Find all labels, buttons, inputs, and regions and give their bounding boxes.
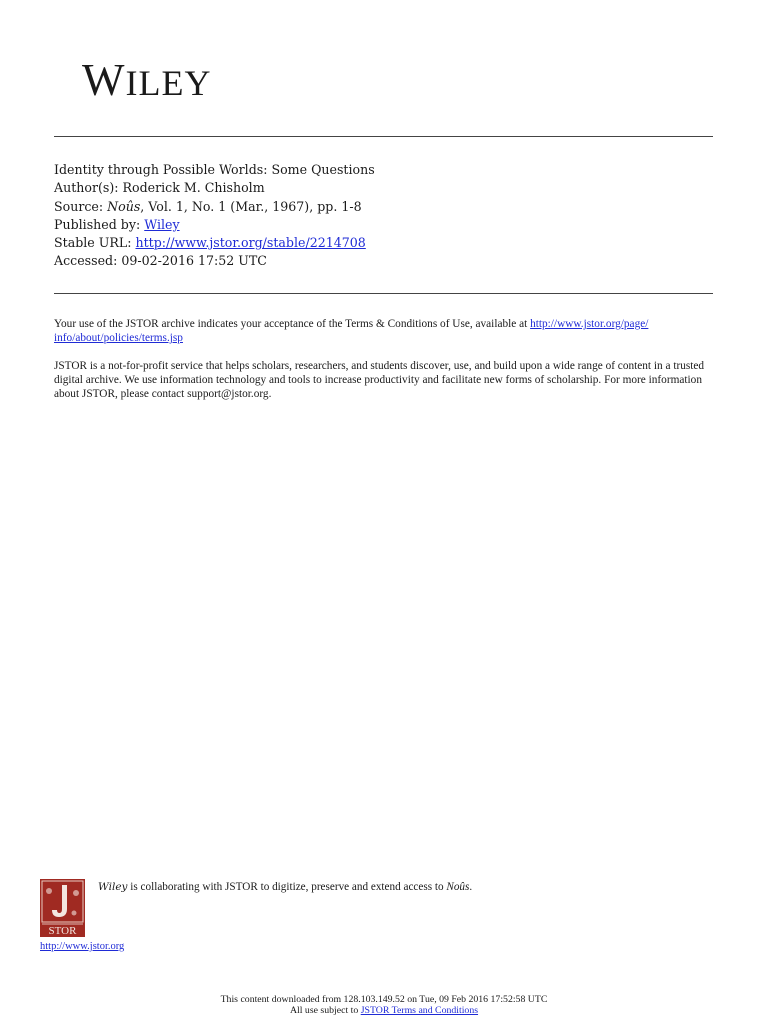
collab-journal: Noûs [446, 881, 470, 893]
publisher-link[interactable]: Wiley [144, 216, 180, 232]
collab-text: is collaborating with JSTOR to digitize, preserve and extend access to [127, 881, 447, 893]
article-title: Identity through Possible Worlds: Some Questions [54, 162, 375, 177]
jstor-about-notice: JSTOR is a not-for-profit service that helps scholars, researchers, and students discover, use, and build upon a wide range of content in a trusted digital archive. We use information technology and tools to increase productivity and facilitate new forms of scholarship. For more information about JSTOR, please contact support@jstor.org. [54, 360, 705, 401]
accessed-date: 09-02-2016 17:52 UTC [121, 253, 267, 269]
source-label: Source: [54, 198, 104, 214]
author-name: Roderick M. Chisholm [122, 180, 265, 196]
publisher-line [54, 216, 375, 234]
wiley-logo-rest: ILEY [125, 63, 212, 103]
top-divider [54, 136, 713, 137]
source-journal: Noûs [107, 198, 141, 214]
wiley-logo [82, 55, 212, 105]
collab-publisher: Wiley [98, 881, 128, 893]
accessed-line [54, 252, 375, 270]
download-info: This content downloaded from 128.103.149.52 on Tue, 09 Feb 2016 17:52:58 UTC [220, 994, 548, 1005]
terms-url-part2: info/about/policies/terms.jsp [54, 332, 183, 345]
citation-block [54, 161, 375, 271]
terms-footer-text: All use subject to [289, 1005, 361, 1016]
stable-url-link[interactable]: http://www.jstor.org/stable/2214708 [135, 235, 366, 251]
accessed-label: Accessed: [54, 253, 118, 269]
source-details: , Vol. 1, No. 1 (Mar., 1967), pp. 1-8 [140, 198, 362, 214]
collaboration-statement [98, 881, 472, 893]
jstor-logo [40, 879, 85, 937]
terms-footer-link[interactable]: JSTOR Terms and Conditions [360, 1005, 479, 1016]
jstor-logo-text: STOR [48, 925, 77, 937]
terms-footer [0, 1005, 768, 1017]
collab-end: . [469, 881, 473, 893]
wiley-logo-initial: W [82, 55, 126, 105]
stable-url-line [54, 234, 375, 252]
author-label: Author(s): [54, 180, 119, 196]
published-by-label: Published by: [54, 216, 141, 232]
terms-notice [54, 317, 714, 345]
stable-url-label: Stable URL: [54, 235, 132, 251]
source-line [54, 198, 375, 216]
author-line [54, 179, 375, 197]
jstor-home-link[interactable]: http://www.jstor.org [40, 941, 125, 952]
middle-divider [54, 293, 713, 294]
terms-url-part1: http://www.jstor.org/page/ [530, 318, 649, 330]
terms-notice-text: Your use of the JSTOR archive indicates your acceptance of the Terms & Conditions of Use, available at [54, 318, 531, 330]
